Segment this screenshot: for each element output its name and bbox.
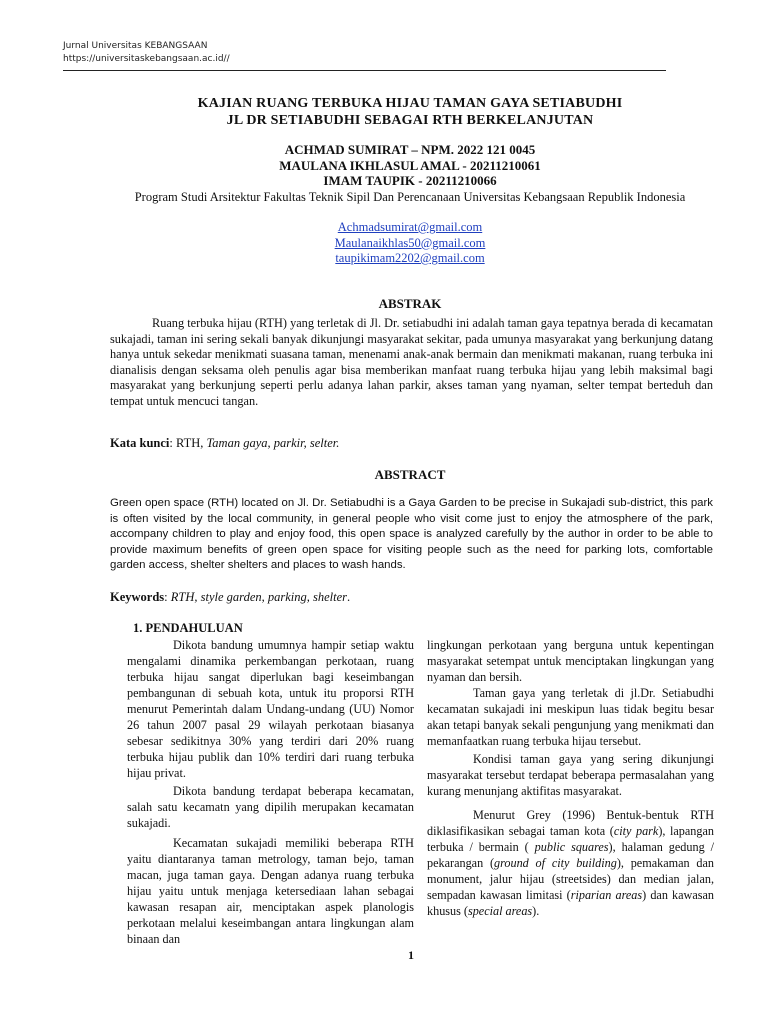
- kata-kunci: [110, 436, 713, 451]
- email-link-3[interactable]: taupikimam2202@gmail.com: [335, 251, 485, 265]
- keywords-italic: RTH, style garden, parking, shelter: [170, 590, 348, 604]
- section-heading-pendahuluan: 1. PENDAHULUAN: [133, 621, 243, 635]
- paragraph: lingkungan perkotaan yang berguna untuk kepentingan masyarakat setempat untuk menciptakan lingkungan yang nyaman dan bersih.: [427, 638, 714, 684]
- email-link-1[interactable]: Achmadsumirat@gmail.com: [337, 220, 483, 234]
- kata-kunci-italic: Taman gaya, parkir, selter.: [206, 436, 340, 450]
- author-3: IMAM TAUPIK - 20211210066: [323, 173, 497, 188]
- keywords-label: Keywords: [110, 590, 165, 604]
- author-list: [110, 142, 710, 189]
- page-number: 1: [408, 948, 414, 962]
- right-column: [427, 637, 714, 919]
- left-column: [127, 637, 414, 947]
- title-line-1: KAJIAN RUANG TERBUKA HIJAU TAMAN GAYA SETIABUDHI: [197, 96, 623, 111]
- keywords: [110, 590, 713, 605]
- header-divider: [63, 70, 666, 71]
- paragraph-grey: Menurut Grey (1996) Bentuk-bentuk RTH diklasifikasikan sebagai taman kota (city park), lapangan terbuka / bermain ( public squares), halaman gedung / pekarangan (ground of city building), pemakaman dan monument, jalur hijau (streetsides) dan median jalan, sempadan kawasan limitasi (riparian areas) dan kawasan khusus (special areas).: [427, 808, 715, 918]
- paragraph: Dikota bandung terdapat beberapa kecamatan, salah satu kecamatn yang dipilih merupakan kecamatan sukajadi.: [127, 784, 414, 830]
- title-line-2: JL DR SETIABUDHI SEBAGAI RTH BERKELANJUTAN: [226, 113, 594, 128]
- kata-kunci-plain: : RTH,: [169, 436, 207, 450]
- journal-header: [63, 40, 230, 66]
- paragraph: Kondisi taman gaya yang sering dikunjungi masyarakat tersebut terdapat beberapa permasalahan yang kurang menunjang aktifitas masyarakat.: [427, 752, 714, 798]
- email-list: [110, 220, 710, 267]
- abstrak-heading: ABSTRAK: [378, 296, 442, 311]
- journal-name: Jurnal Universitas KEBANGSAAN: [63, 41, 208, 51]
- kata-kunci-label: Kata kunci: [110, 436, 170, 450]
- abstract-heading: ABSTRACT: [374, 467, 446, 482]
- paragraph: Dikota bandung umumnya hampir setiap waktu mengalami dinamika perkembangan perkotaan, ruang terbuka hijau sangat diperlukan bagi keseimbangan pembangunan di sebuah kota, untuk itu proporsi RTH menurut Pemerintah dalam Undang-undang (UU) Nomor 26 tahun 2007 pasal 29 wilayah perkotaan biasanya sebesar sedikitnya 30% yang terdiri dari 20% ruang terbuka hijau publik dan 10% terdiri dari ruang terbuka hijau privat.: [127, 638, 414, 780]
- paper-title: [110, 95, 710, 129]
- paragraph: Kecamatan sukajadi memiliki beberapa RTH yaitu diantaranya taman metrology, taman bejo, taman macan, juga taman gaya. Dengan adanya ruang terbuka hijau yaitu untuk menjaga ketersediaan lahan sebagai kawasan resapan air, menciptakan aspek planologis perkotaan melalui keseimbangan antara lingkungan alam binaan dan: [127, 836, 414, 946]
- abstract-body: Green open space (RTH) located on Jl. Dr. Setiabudhi is a Gaya Garden to be precise in Sukajadi sub-district, this park is often visited by the local community, in general people who visit come just to enjoy the atmosphere of the park, accompany children to play and enjoy food, this open space is analyzed carefully by the author in order to be able to provide maximum benefits of green open space for visiting people such as the need for parking lots, comfortable garden access, shelter shelters and places to wash hands.: [110, 497, 713, 572]
- abstrak-body: Ruang terbuka hijau (RTH) yang terletak di Jl. Dr. setiabudhi ini adalah taman gaya tepatnya berada di kecamatan sukajadi, taman ini sering sekali banyak dikunjungi masyarakat sekitar, pada umunya masyarakat yang berkunjung datang hanya untuk sekedar menikmati suasana taman, menenami anak-anak bermain dan menikmati makanan, ruang terbuka ini dianalisis dengan seksama oleh penulis agar bisa memberikan manfaat ruang terbuka hijau yang lebih maksimal bagi masyarakat yang berkunjung seperti perlu adanya lahan parkir, akses taman yang nyaman, selter tempat berteduh dan tempat untuk mencuci tangan.: [110, 316, 713, 408]
- affiliation: Program Studi Arsitektur Fakultas Teknik Sipil Dan Perencanaan Universitas Kebangsaan Republik Indonesia: [134, 190, 686, 204]
- author-2: MAULANA IKHLASUL AMAL - 20211210061: [279, 157, 541, 173]
- journal-url[interactable]: https://universitaskebangsaan.ac.id//: [63, 54, 230, 64]
- keywords-end: .: [347, 590, 351, 604]
- author-1: ACHMAD SUMIRAT – NPM. 2022 121 0045: [284, 142, 536, 157]
- paragraph: Taman gaya yang terletak di jl.Dr. Setiabudhi kecamatan sukajadi ini meskipun luas tidak begitu besar akan tetapi banyak sekali pengunjung yang menikmati dan memanfaatkan ruang terbuka hijau tersebut.: [427, 686, 714, 748]
- email-link-2[interactable]: Maulanaikhlas50@gmail.com: [334, 235, 486, 250]
- keywords-plain: :: [164, 590, 171, 604]
